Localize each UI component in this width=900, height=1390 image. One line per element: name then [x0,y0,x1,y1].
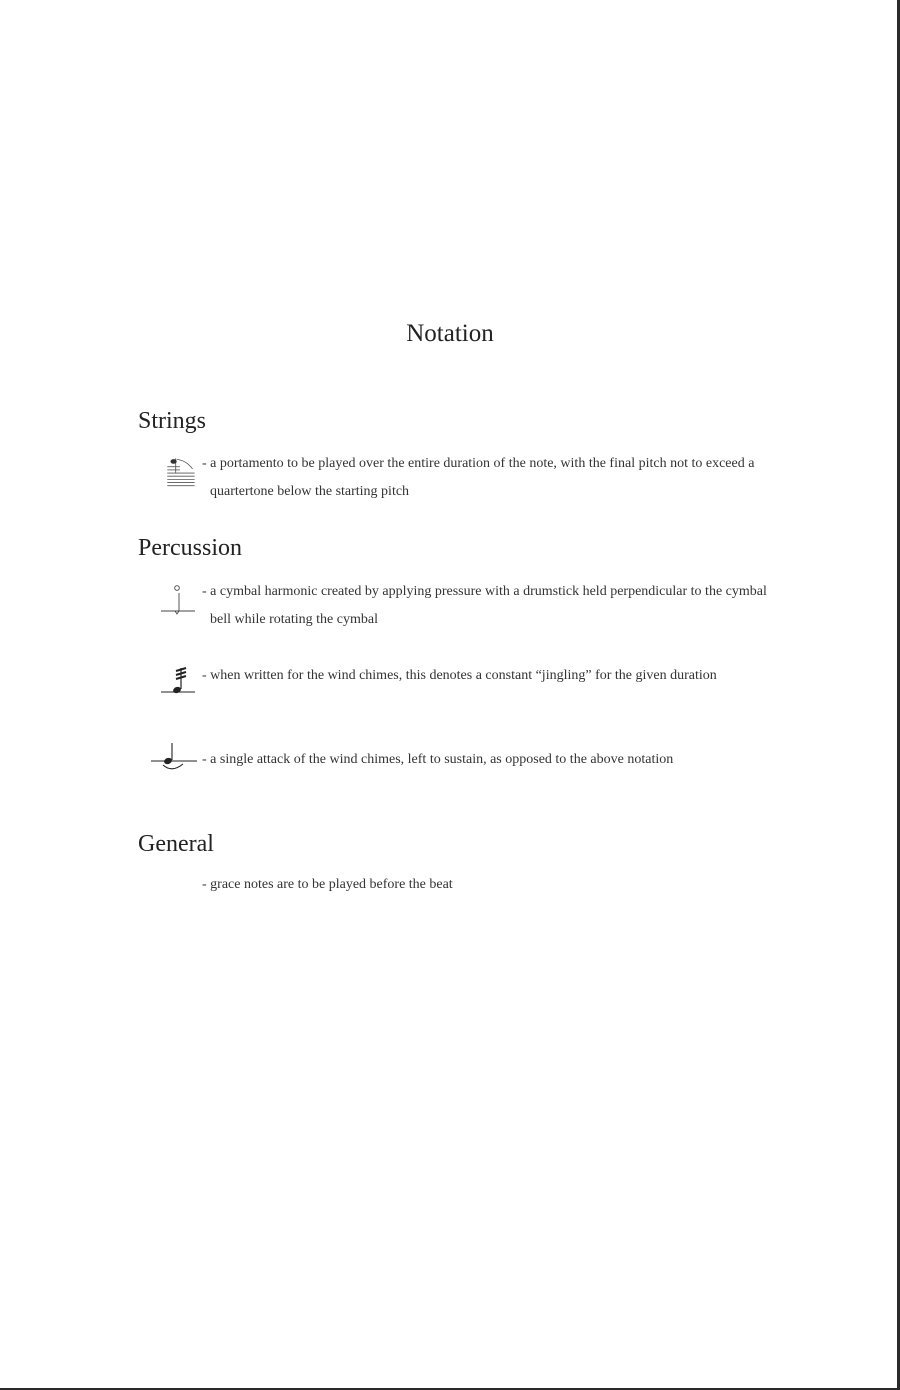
notation-description: - a portamento to be played over the entire duration of the note, with the final pitch not to exceed a quartertone below the starting pitch [202,456,755,499]
notation-description: - a single attack of the wind chimes, left to sustain, as opposed to the above notation [202,752,674,767]
notation-description: - when written for the wind chimes, this denotes a constant “jingling” for the given duration [202,668,717,683]
tremolo-note-icon [152,662,204,702]
notation-entry-grace-notes [148,871,788,901]
notation-entry-cymbal-harmonic [148,578,788,634]
page-title: Notation [406,320,494,347]
notation-entry-tremolo [148,662,788,718]
section-heading-general: General [138,831,214,857]
portamento-staff-icon [156,452,208,492]
cymbal-harmonic-icon [152,580,204,620]
let-ring-note-icon [148,740,200,780]
notation-entry-let-ring [148,746,788,786]
section-heading-strings: Strings [138,408,207,434]
notation-entry-portamento [148,450,788,506]
notation-description: - a cymbal harmonic created by applying pressure with a drumstick held perpendicular to the cymbal bell while rotating the cymbal [202,584,767,627]
section-heading-percussion: Percussion [138,535,242,561]
notation-description: - grace notes are to be played before the beat [202,877,453,892]
